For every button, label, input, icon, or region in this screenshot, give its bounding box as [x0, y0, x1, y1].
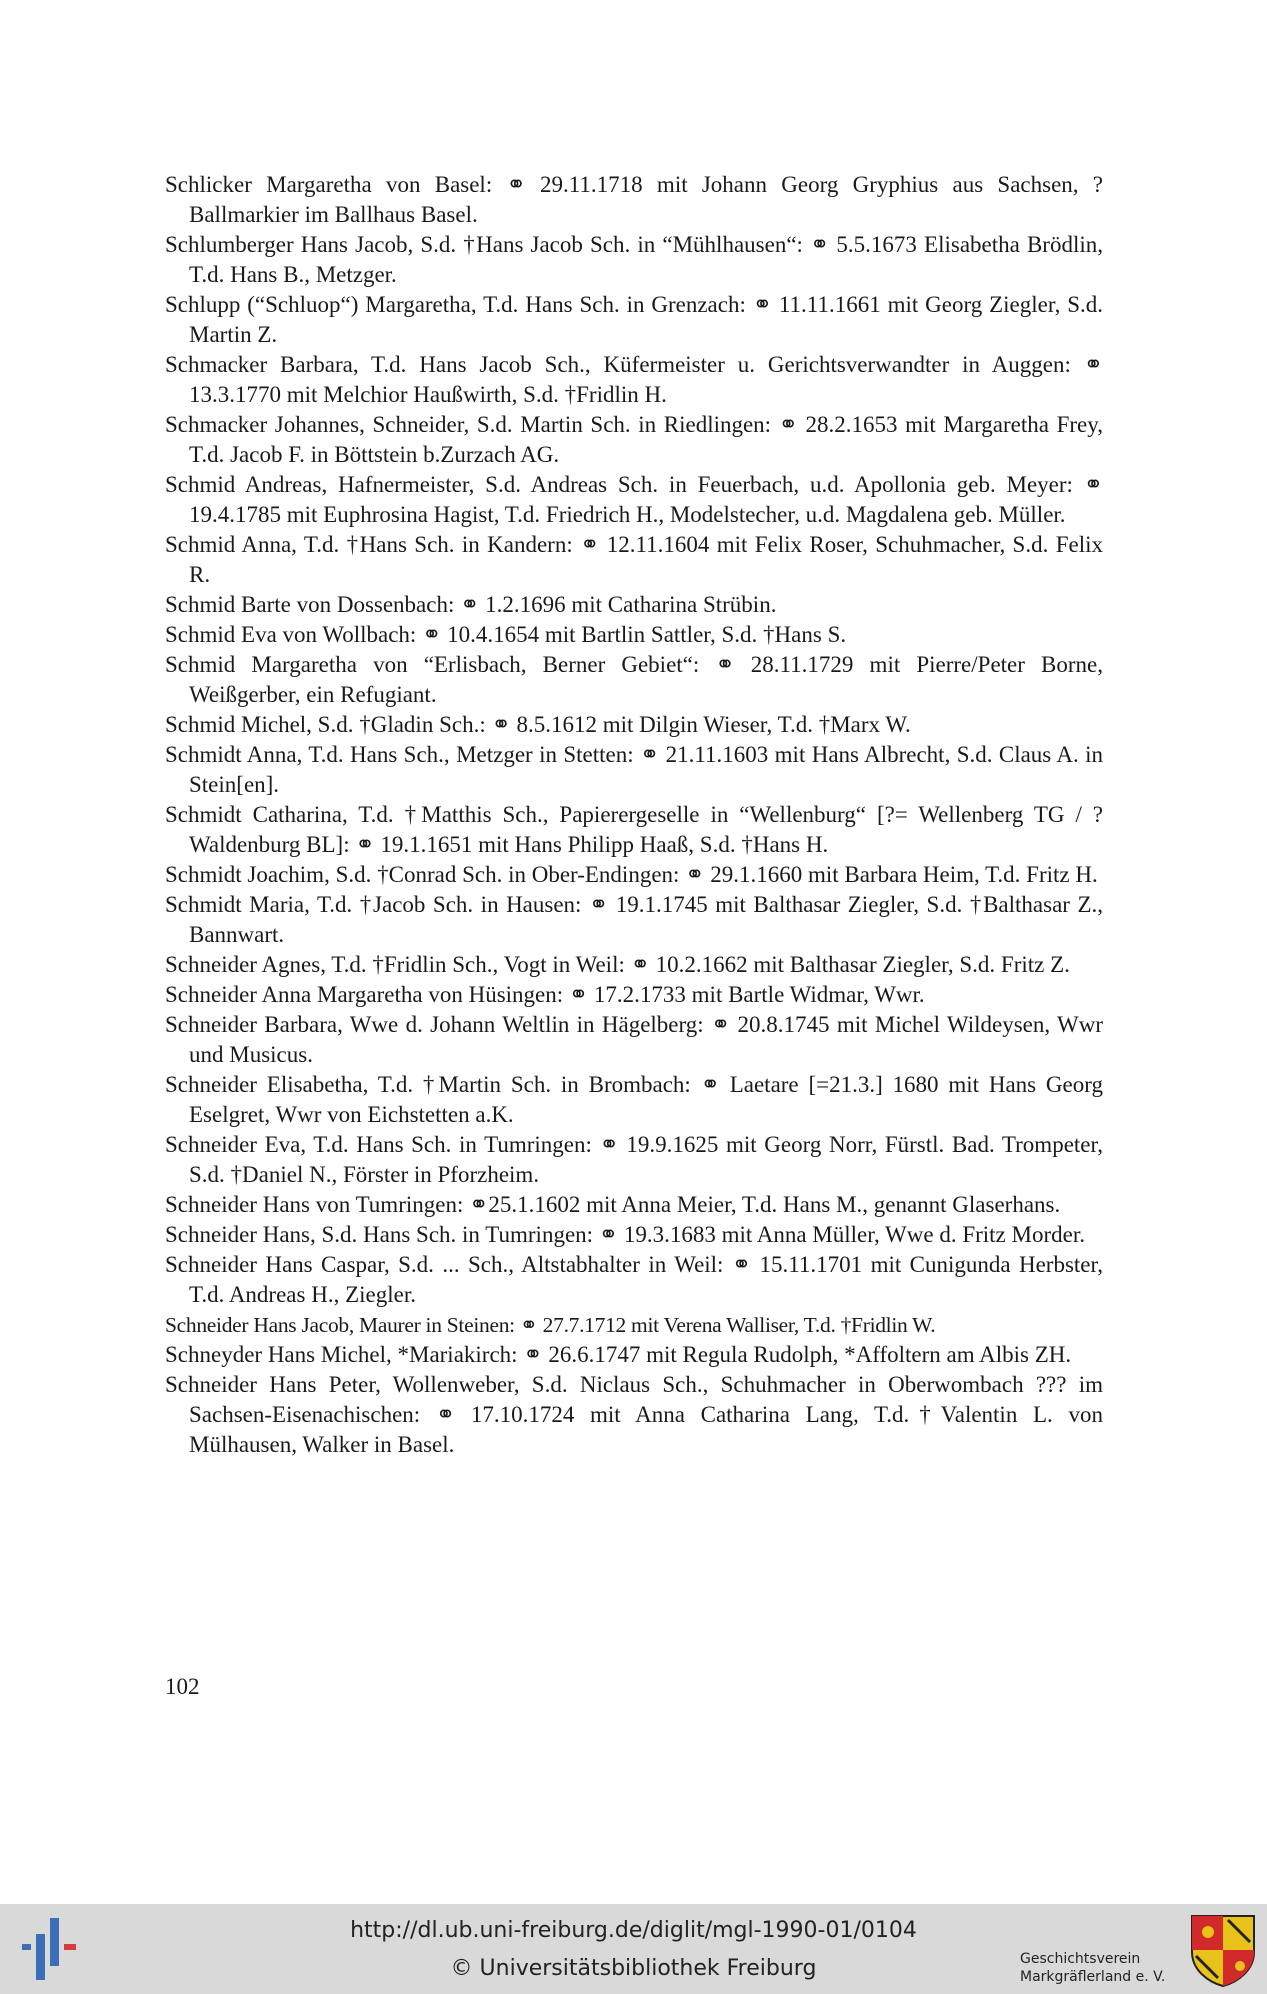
list-item: Schneider Barbara, Wwe d. Johann Weltlin in Hägelberg: ⚭ 20.8.1745 mit Michel Wildeysen, Wwr und Musicus.: [165, 1012, 1103, 1067]
source-url[interactable]: http://dl.ub.uni-freiburg.de/diglit/mgl-1990-01/0104: [350, 1918, 917, 1943]
list-item: Schmid Anna, T.d. †Hans Sch. in Kandern: ⚭ 12.11.1604 mit Felix Roser, Schuhmacher, S.d. Felix R.: [165, 532, 1103, 587]
list-item: Schlumberger Hans Jacob, S.d. †Hans Jacob Sch. in “Mühlhausen“: ⚭ 5.5.1673 Elisabetha Brödlin, T.d. Hans B., Metzger.: [165, 232, 1103, 287]
list-item: Schneider Eva, T.d. Hans Sch. in Tumringen: ⚭ 19.9.1625 mit Georg Norr, Fürstl. Bad. Trompeter, S.d. †Daniel N., Förster in Pforzheim.: [165, 1132, 1103, 1187]
list-item: Schmidt Joachim, S.d. †Conrad Sch. in Ober-Endingen: ⚭ 29.1.1660 mit Barbara Heim, T.d. Fritz H.: [165, 862, 1098, 887]
list-item: Schneider Elisabetha, T.d. †Martin Sch. in Brombach: ⚭ Laetare [=21.3.] 1680 mit Hans Georg Eselgret, Wwr von Eichstetten a.K.: [165, 1072, 1103, 1127]
list-item: Schmid Barte von Dossenbach: ⚭ 1.2.1696 mit Catharina Strübin.: [165, 592, 777, 617]
list-item: Schneyder Hans Michel, *Mariakirch: ⚭ 26.6.1747 mit Regula Rudolph, *Affoltern am Albis ZH.: [165, 1342, 1072, 1367]
list-item: Schmidt Maria, T.d. †Jacob Sch. in Hausen: ⚭ 19.1.1745 mit Balthasar Ziegler, S.d. †Balthasar Z., Bannwart.: [165, 892, 1103, 947]
list-item: Schmid Margaretha von “Erlisbach, Berner Gebiet“: ⚭ 28.11.1729 mit Pierre/Peter Borne, Weißgerber, ein Refugiant.: [165, 652, 1103, 707]
list-item: Schmid Andreas, Hafnermeister, S.d. Andreas Sch. in Feuerbach, u.d. Apollonia geb. Meyer: ⚭ 19.4.1785 mit Euphrosina Hagist, T.d. Friedrich H., Modelstecher, u.d. Magdalena geb. Müller.: [165, 472, 1103, 527]
society-name: [1020, 1950, 1190, 1986]
entry-list: [165, 170, 1103, 1460]
list-item: Schmacker Barbara, T.d. Hans Jacob Sch., Küfermeister u. Gerichtsverwandter in Auggen: ⚭ 13.3.1770 mit Melchior Haußwirth, S.d. †Fridlin H.: [165, 352, 1103, 407]
page-number: 102: [165, 1674, 200, 1699]
list-item: Schmid Michel, S.d. †Gladin Sch.: ⚭ 8.5.1612 mit Dilgin Wieser, T.d. †Marx W.: [165, 712, 911, 737]
list-item: Schneider Hans Caspar, S.d. ... Sch., Altstabhalter in Weil: ⚭ 15.11.1701 mit Cunigunda Herbster, T.d. Andreas H., Ziegler.: [165, 1252, 1103, 1307]
list-item: Schneider Hans von Tumringen: ⚭25.1.1602 mit Anna Meier, T.d. Hans M., genannt Glaserhans.: [165, 1192, 1061, 1217]
coat-of-arms-icon: [1188, 1912, 1258, 1988]
list-item: Schlicker Margaretha von Basel: ⚭ 29.11.1718 mit Johann Georg Gryphius aus Sachsen, ?Ballmarkier im Ballhaus Basel.: [165, 172, 1103, 227]
list-item: Schneider Agnes, T.d. †Fridlin Sch., Vogt in Weil: ⚭ 10.2.1662 mit Balthasar Ziegler, S.d. Fritz Z.: [165, 952, 1070, 977]
list-item: Schmacker Johannes, Schneider, S.d. Martin Sch. in Riedlingen: ⚭ 28.2.1653 mit Margaretha Frey, T.d. Jacob F. in Böttstein b.Zurzach AG.: [165, 412, 1103, 467]
list-item: Schneider Hans Peter, Wollenweber, S.d. Niclaus Sch., Schuhmacher in Oberwombach ??? im Sachsen-Eisenachischen: ⚭ 17.10.1724 mit Anna Catharina Lang, T.d.†Valentin L. von Mülhausen, Walker in Basel.: [165, 1372, 1103, 1457]
list-item: Schmid Eva von Wollbach: ⚭ 10.4.1654 mit Bartlin Sattler, S.d. †Hans S.: [165, 622, 847, 647]
copyright-text: © Universitätsbibliothek Freiburg: [450, 1956, 817, 1981]
list-item: Schmidt Anna, T.d. Hans Sch., Metzger in Stetten: ⚭ 21.11.1603 mit Hans Albrecht, S.d. Claus A. in Stein[en].: [165, 742, 1103, 797]
footer-bar: [0, 1904, 1267, 1994]
list-item: Schmidt Catharina, T.d. †Matthis Sch., Papierergeselle in “Wellenburg“ [?= Wellenberg TG / ? Waldenburg BL]: ⚭ 19.1.1651 mit Hans Philipp Haaß, S.d. †Hans H.: [165, 802, 1103, 857]
list-item: Schlupp (“Schluop“) Margaretha, T.d. Hans Sch. in Grenzach: ⚭ 11.11.1661 mit Georg Ziegler, S.d. Martin Z.: [165, 292, 1103, 347]
list-item: Schneider Hans Jacob, Maurer in Steinen: ⚭ 27.7.1712 mit Verena Walliser, T.d. †Fridlin W.: [165, 1313, 936, 1337]
list-item: Schneider Anna Margaretha von Hüsingen: ⚭ 17.2.1733 mit Bartle Widmar, Wwr.: [165, 982, 925, 1007]
society-name-line2: Markgräflerland e. V.: [1020, 1969, 1166, 1985]
list-item: Schneider Hans, S.d. Hans Sch. in Tumringen: ⚭ 19.3.1683 mit Anna Müller, Wwe d. Fritz Morder.: [165, 1222, 1085, 1247]
society-name-line1: Geschichtsverein: [1020, 1951, 1141, 1967]
